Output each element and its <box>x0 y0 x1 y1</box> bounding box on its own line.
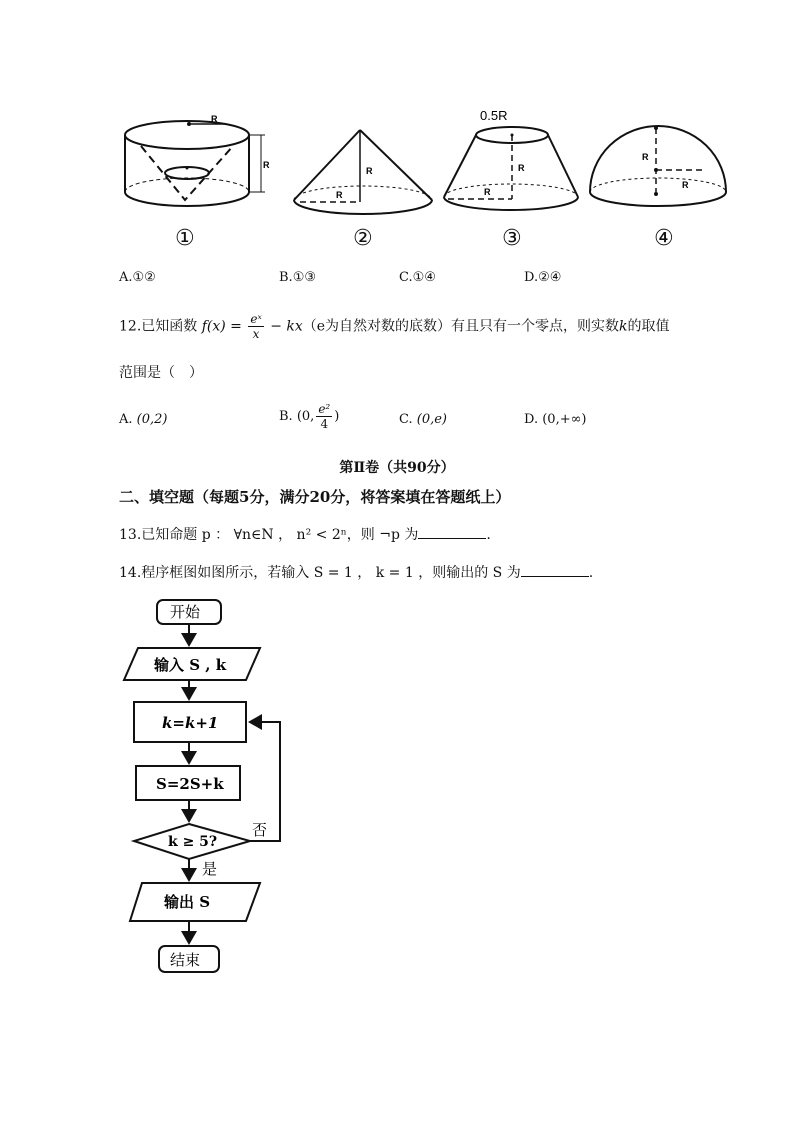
flow-step2-text: S=2S+k <box>156 775 224 793</box>
flow-output-text: 输出 S <box>164 893 211 911</box>
figure-cylinder <box>115 110 275 220</box>
f4-height-label: R <box>642 152 649 162</box>
q12-option-d: D. (0,+∞) <box>524 412 587 427</box>
q11-option-d: D.②④ <box>524 270 562 285</box>
q12-fraction: $\frac{\text{eˣ}}{x}$ <box>250 312 262 341</box>
f1-top-label: R <box>211 114 218 124</box>
flow-condition-text: k ≥ 5? <box>168 834 218 850</box>
q14-stem: 14.程序框图如图所示，若输入 S = 1 ， k = 1 ，则输出的 S 为 . <box>119 565 594 581</box>
q14-answer-blank <box>521 564 589 577</box>
q12-line2: 范围是（ ） <box>119 365 203 381</box>
q11-option-b: B.①③ <box>279 270 316 285</box>
flow-no-label: 否 <box>252 821 268 839</box>
figure-frustum <box>440 105 590 220</box>
flow-yes-label: 是 <box>202 860 218 878</box>
section-subtitle: 二、填空题（每题5分，满分20分，将答案填在答题纸上） <box>119 488 511 506</box>
figure-hemisphere <box>586 112 736 222</box>
flow-end-text: 结束 <box>170 951 201 969</box>
f1-side-label: R <box>263 160 270 170</box>
figure-cone <box>288 122 448 222</box>
f2-base-label: R <box>336 190 343 200</box>
figure-label-1: ① <box>175 226 195 251</box>
flow-input-text: 输入 S , k <box>154 656 227 674</box>
f3-top-label: 0.5R <box>480 108 508 123</box>
f3-height-label: R <box>518 163 525 173</box>
section-title: 第Ⅱ卷（共90分） <box>339 460 455 476</box>
q12-option-c: C. (0,e) <box>399 412 448 427</box>
q13-stem: 13.已知命题 p ： ∀n∈N ， n² < 2ⁿ，则 ¬p 为 . <box>119 527 491 543</box>
figure-label-3: ③ <box>502 226 522 251</box>
flowchart <box>120 595 310 985</box>
f4-base-label: R <box>682 180 689 190</box>
q11-option-a: A.①② <box>119 270 156 285</box>
f3-base-label: R <box>484 187 491 197</box>
q13-answer-blank <box>418 526 486 539</box>
q12-option-b: B. (0, $\frac{\text{e²}}{4}$ ) <box>279 402 340 431</box>
figure-label-4: ④ <box>654 226 674 251</box>
q12-option-a: A. (0,2) <box>119 412 168 427</box>
flow-step1-text: k=k+1 <box>162 714 219 732</box>
f2-height-label: R <box>366 166 373 176</box>
q11-option-c: C.①④ <box>399 270 436 285</box>
flow-start-text: 开始 <box>170 603 201 621</box>
q12-stem: 12.已知函数 f(x) = $\frac{\text{eˣ}}{x}$ − kx（e为自然对数的底数）有且只有一个零点，则实数k的取值 <box>119 312 670 341</box>
figure-label-2: ② <box>353 226 373 251</box>
